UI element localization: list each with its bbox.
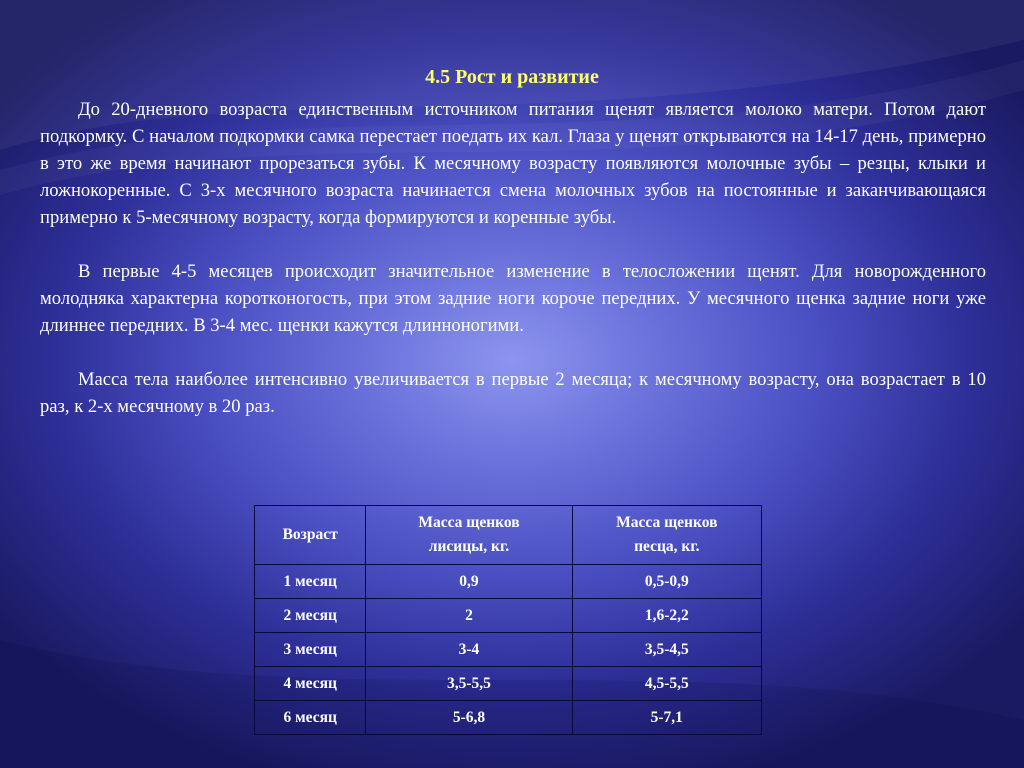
table-row: [255, 565, 762, 599]
cell-age: 3 месяц: [255, 633, 366, 667]
header-fox-mass: [366, 506, 572, 565]
header-arctic-fox-mass-line2: песца, кг.: [634, 538, 700, 555]
table-row: [255, 701, 762, 735]
table-row: [255, 633, 762, 667]
cell-fox-mass: 2: [366, 599, 572, 633]
cell-arctic-fox-mass: 5-7,1: [572, 701, 761, 735]
cell-arctic-fox-mass: 1,6-2,2: [572, 599, 761, 633]
cell-fox-mass: 3-4: [366, 633, 572, 667]
cell-age: 4 месяц: [255, 667, 366, 701]
page-title: 4.5 Рост и развитие: [425, 66, 599, 88]
header-age: Возраст: [255, 506, 366, 565]
cell-fox-mass: 0,9: [366, 565, 572, 599]
cell-age: 2 месяц: [255, 599, 366, 633]
cell-fox-mass: 3,5-5,5: [366, 667, 572, 701]
header-arctic-fox-mass-line1: Масса щенков: [616, 514, 718, 531]
cell-age: 6 месяц: [255, 701, 366, 735]
paragraph-body-mass: Масса тела наиболее интенсивно увеличивается в первые 2 месяца; к месячному возрасту, она возрастает в 10 раз, к 2-х месячному в 20 раз.: [40, 369, 986, 417]
paragraph-body-proportions: В первые 4-5 месяцев происходит значительное изменение в телосложении щенят. Для новорожденного молодняка характерна коротконогость, при этом задние ноги короче передних. У месячного щенка задние ноги уже длиннее передних. В 3-4 мес. щенки кажутся длинноногими.: [40, 261, 986, 336]
cell-arctic-fox-mass: 4,5-5,5: [572, 667, 761, 701]
table-row: [255, 667, 762, 701]
cell-arctic-fox-mass: 3,5-4,5: [572, 633, 761, 667]
body-text: [40, 96, 986, 447]
table-row: [255, 599, 762, 633]
cell-fox-mass: 5-6,8: [366, 701, 572, 735]
paragraph-teeth-development: До 20-дневного возраста единственным источником питания щенят является молоко матери. Потом дают подкормку. С началом подкормки самка перестает поедать их кал. Глаза у щенят открываются на 14-17 день, примерно в это же время начинают прорезаться зубы. К месячному возрасту появляются молочные зубы – резцы, клыки и ложнокоренные. С 3-х месячного возраста начинается смена молочных зубов на постоянные и заканчивающаяся примерно к 5-месячному возрасту, когда формируются и коренные зубы.: [40, 99, 986, 228]
cell-age: 1 месяц: [255, 565, 366, 599]
cell-arctic-fox-mass: 0,5-0,9: [572, 565, 761, 599]
puppy-mass-table: [254, 505, 762, 735]
table-header-row: [255, 506, 762, 565]
header-arctic-fox-mass: [572, 506, 761, 565]
header-fox-mass-line2: лисицы, кг.: [428, 538, 510, 555]
header-fox-mass-line1: Масса щенков: [418, 514, 520, 531]
